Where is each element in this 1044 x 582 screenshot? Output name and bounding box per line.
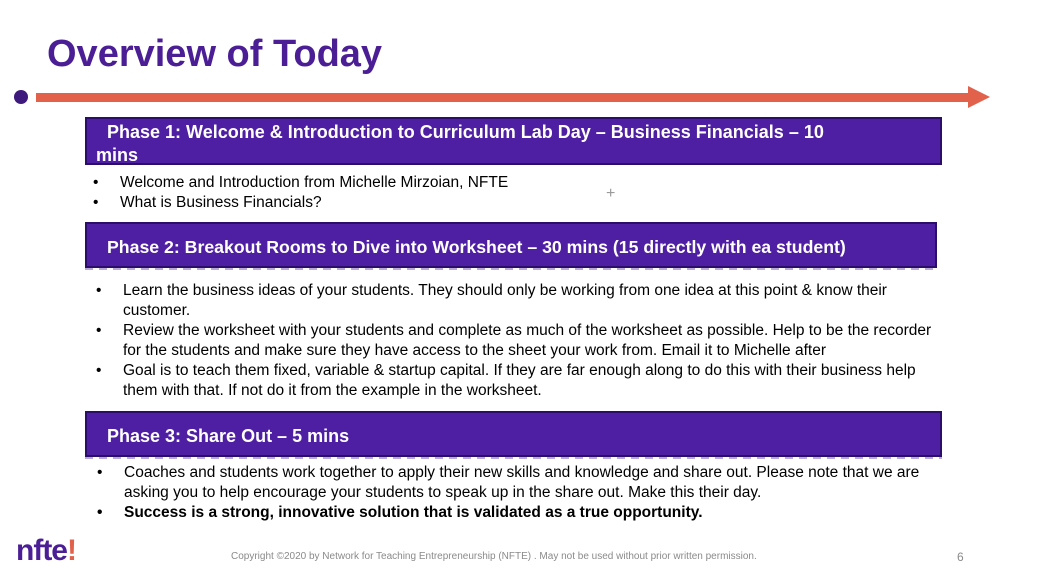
list-item: • Goal is to teach them fixed, variable & startup capital. If they are far enough along to do this with their business help them with that. If not do it from the example in the worksheet. [96, 362, 916, 399]
cursor-crosshair-icon: + [606, 185, 616, 202]
bullet-icon: • [97, 504, 103, 521]
timeline-arrow-line [36, 93, 970, 102]
timeline-arrow-head-icon [968, 86, 990, 108]
phase-1-bullet-list [93, 173, 933, 213]
bullet-icon: • [93, 174, 99, 191]
bullet-icon: • [97, 464, 103, 481]
list-item: • Review the worksheet with your students and complete as much of the worksheet as possible. Help to be the recorder for the students and make sure they have access to the sheet your work from. Email it to Michelle after [96, 322, 932, 359]
phase-3-header [85, 411, 942, 457]
page-number: 6 [957, 550, 964, 564]
phase-2-header-text: Phase 2: Breakout Rooms to Dive into Worksheet – 30 mins (15 directly with ea student) [107, 237, 846, 257]
bullet-icon: • [96, 282, 102, 299]
list-item: • Coaches and students work together to apply their new skills and knowledge and share out. Please note that we are asking you to help encourage your students to speak up in the share out. Make this their day. [97, 464, 920, 501]
phase-3-bullet-list [97, 463, 927, 523]
bullet-icon: • [93, 194, 99, 211]
phase-2-dashed-outline [85, 268, 937, 270]
nfte-logo: nfte! [16, 534, 76, 567]
list-item: • Welcome and Introduction from Michelle Mirzoian, NFTE [93, 174, 509, 191]
phase-1-header-line2: mins [96, 145, 139, 165]
slide-title: Overview of Today [47, 33, 383, 75]
bullet-icon: • [96, 322, 102, 339]
phase-1-header [85, 117, 942, 165]
phase-3-dashed-outline [85, 457, 942, 459]
phase-2-header [85, 222, 937, 268]
timeline-start-dot [14, 90, 28, 104]
logo-exclamation-icon: ! [67, 534, 76, 567]
phase-3-header-text: Phase 3: Share Out – 5 mins [107, 426, 350, 446]
phase-1-header-line1: Phase 1: Welcome & Introduction to Curriculum Lab Day – Business Financials – 10 [107, 122, 824, 142]
list-item: • Learn the business ideas of your students. They should only be working from one idea at this point & know their customer. [96, 282, 887, 319]
copyright-footer: Copyright ©2020 by Network for Teaching Entrepreneurship (NFTE) . May not be used without prior written permission. [231, 551, 757, 562]
list-item: • What is Business Financials? [93, 194, 322, 211]
bullet-icon: • [96, 362, 102, 379]
list-item: • Success is a strong, innovative solution that is validated as a true opportunity. [97, 504, 703, 521]
phase-2-bullet-list [96, 281, 946, 401]
